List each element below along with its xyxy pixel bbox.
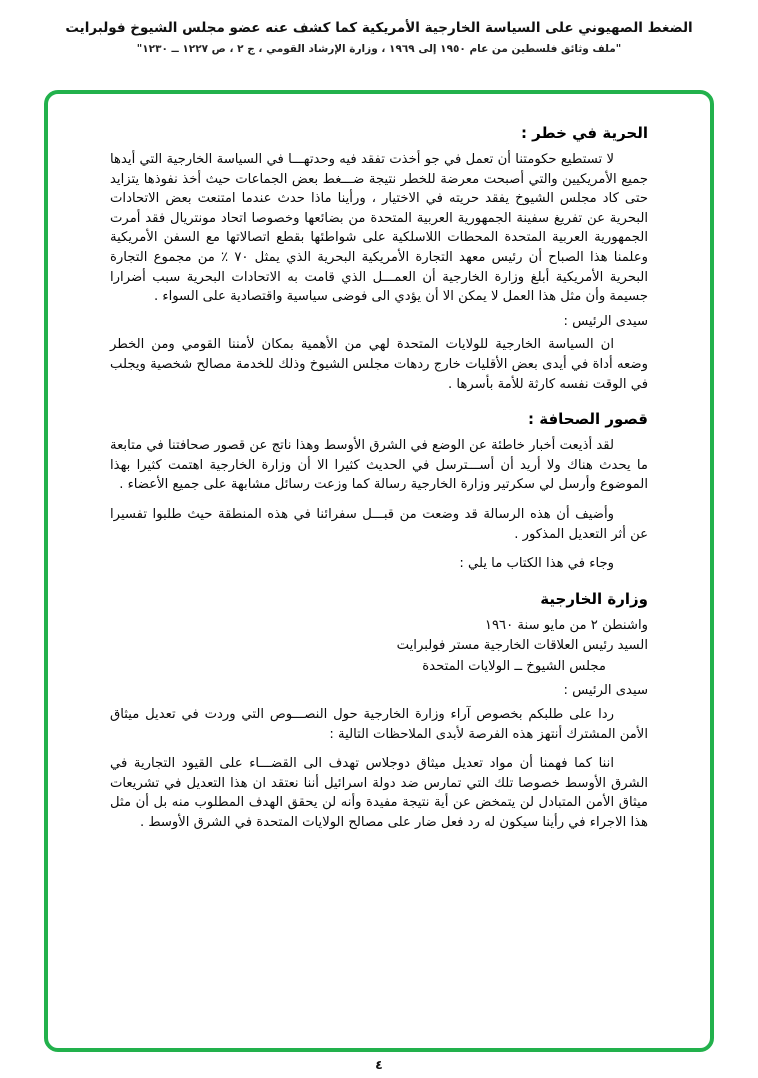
line-senate-united-states: مجلس الشيوخ ــ الولايات المتحدة (422, 658, 606, 674)
paragraph-amendment: اننا كما فهمنا أن مواد تعديل ميثاق دوجلاس تهدف الى القضـــاء على القيود التجارية في الشرق الأوسط خصوصا تلك التي تمارس ضد دولة اسرائيل أننا نعتقد ان هذا التعديل في تشريعات ميثاق الأمن المتبادل لن يتمخض عن أية نتيجة مفيدة وأنه لن يحقق الهدف المطلوب منه بل أن مثل هذا الاجراء في رأينا سيكون له رد فعل ضار على مصالح الولايات المتحدة في الشرق الأوسط . (110, 756, 648, 831)
content-frame (44, 90, 714, 1052)
paragraph-reply: ردا على طلبكم بخصوص آراء وزارة الخارجية حول النصـــوص التي وردت في تعديل ميثاق الأمن المشترك أنتهز هذه الفرصة لأبدى الملاحظات التالية : (110, 707, 648, 742)
document-title: الضغط الصهيوني على السياسة الخارجية الأمريكية كما كشف عنه عضو مجلس الشيوخ فولبرايت (65, 20, 693, 36)
paragraph-press: لقد أذيعت أخبار خاطئة عن الوضع في الشرق الأوسط وهذا ناتج عن قصور صحافتنا في متابعة ما يحدث هناك ولا أريد أن أســـترسل في الحديث كثيرا الا أن وزارة الخارجية اهتمت كثيرا بهذا الموضوع وأرسل لي سكرتير وزارة الخارجية رسالة كما وزعت رسائل مشابهة على جميع الأعضاء . (110, 438, 648, 493)
paragraph-foreign-policy: ان السياسة الخارجية للولايات المتحدة لهي من الأهمية بمكان لأمننا القومي ومن الخطر وضعه أداة في أيدى بعض الأقليات خارج ردهات مجلس الشيوخ وذلك للخدمة مصالح شخصية ويجلب في الوقت نفسه كارثة للأمة بأسرها . (110, 337, 648, 392)
document-header (0, 20, 758, 55)
line-addressee-fulbright: السيد رئيس العلاقات الخارجية مستر فولبرايت (396, 638, 648, 654)
line-book-intro: وجاء في هذا الكتاب ما يلي : (459, 556, 614, 572)
line-washington-date: واشنطن ٢ من مايو سنة ١٩٦٠ (484, 617, 648, 633)
section-heading-state-department: وزارة الخارجية (540, 589, 648, 608)
paragraph-addendum: وأضيف أن هذه الرسالة قد وضعت من قبـــل سفرائنا في هذه المنطقة حيث طلبوا تفسيرا عن أثر التعديل المذكور . (110, 506, 648, 542)
salutation-mr-president-1: سيدى الرئيس : (563, 313, 648, 329)
paragraph-freedom: لا تستطيع حكومتنا أن تعمل في جو أخذت تفقد فيه وحدتهـــا في السياسة الخارجية التي أيدها جميع الأمريكيين والتي أصبحت معرضة للخطر نتيجة ضـــغط بعض الجماعات حيث أخذ نفوذها يتزايد حتى كاد مجلس الشيوخ يفقد حريته في الاختيار ، ورأينا ماذا حدث عندما امتنعت بعض الاتحادات البحرية عن تفريغ سفينة الجمهورية العربية المتحدة من بضائعها وخصوصا اتحاد مونتريال فقد أمرت الجمهورية العربية المتحدة المحطات اللاسلكية على شواطئها بقطع اتصالاتها مع السفن الأمريكية وعلمنا هذا الصباح أن رئيس معهد التجارة الأمريكية البحرية الذي يمثل ٧٠ ٪ من مجموع التجارة البحرية الأمريكية أبلغ وزارة الخارجية أن العمـــل الذي قامت به الاتحادات البحرية سبب أضرارا جسيمة وأن مثل هذا العمل لا يمكن الا أن يؤدي الى فوضى سياسية واقتصادية على السواء . (110, 152, 648, 305)
section-heading-freedom-in-danger: الحرية في خطر : (520, 124, 648, 142)
section-heading-press-shortcomings: قصور الصحافة : (528, 410, 648, 429)
salutation-mr-president-2: سيدى الرئيس : (563, 683, 648, 699)
page-number: ٤ (375, 1057, 383, 1072)
document-subtitle: "ملف وثائق فلسطين من عام ١٩٥٠ إلى ١٩٦٩ ، وزارة الإرشاد القومي ، ج ٢ ، ص ١٢٢٧ ــ ١٢٣٠" (136, 43, 622, 55)
